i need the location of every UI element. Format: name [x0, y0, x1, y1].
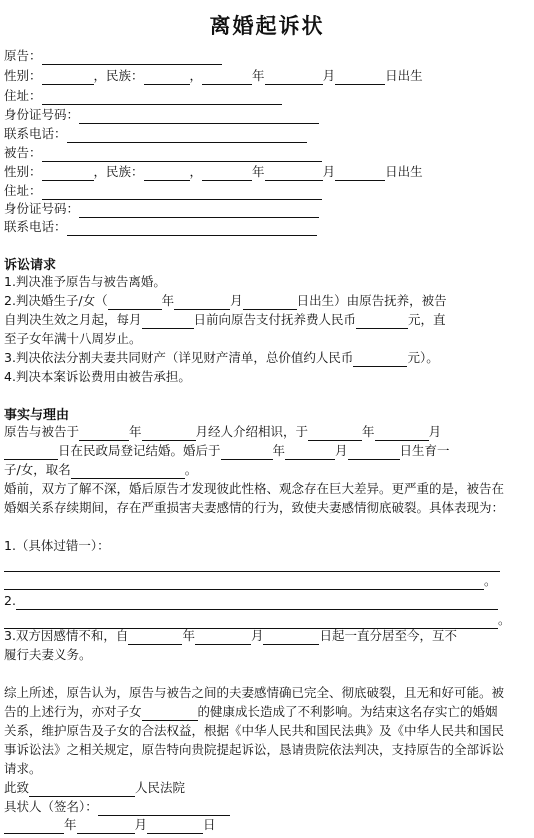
claim-2-text: 日前向原告支付抚养费人民币	[193, 312, 357, 327]
plaintiff-gender-label: 性别：	[4, 68, 42, 83]
claim-item-1: 1.判决准予原告与被告离婚。	[4, 274, 166, 289]
month-text: 月	[428, 424, 442, 439]
fault-2-row-1	[4, 592, 498, 610]
claim-item-2-line-2	[4, 311, 446, 329]
affected-child-blank[interactable]	[142, 706, 198, 721]
defendant-gender-row	[4, 163, 423, 181]
month-text: 月	[322, 164, 336, 179]
facts-paragraph-2: 婚前，双方了解不深，婚后原告才发现彼此性格、观念存在巨大差异。更严重的是，被告在婚姻关系存续期间，存在严重损害夫妻感情的行为，致使夫妻感情彻底破裂。具体表现为：	[4, 481, 505, 515]
plaintiff-name-row	[4, 47, 222, 65]
child-birth-day-blank[interactable]	[243, 295, 297, 310]
plaintiff-birth-year-blank[interactable]	[202, 70, 252, 85]
year-text: 年	[161, 293, 175, 308]
year-text: 年	[252, 68, 265, 83]
defendant-phone-row	[4, 218, 317, 236]
defendant-birth-year-blank[interactable]	[202, 166, 252, 181]
fault-item-3-line-2: 履行夫妻义务。	[4, 647, 92, 662]
claim-3-text: 3.判决依法分割夫妻共同财产（详见财产清单，总价值约人民币	[4, 350, 354, 365]
marriage-day-blank[interactable]	[4, 445, 58, 460]
addressee-row	[4, 779, 185, 797]
year-text: 年	[129, 424, 142, 439]
claim-2-text: 自判决生效之月起，每月	[4, 312, 142, 327]
period-text: 。	[484, 573, 497, 588]
birth-suffix-text: 日出生	[385, 68, 423, 83]
child-birth-month-blank[interactable]	[174, 295, 230, 310]
defendant-address-label: 住址：	[4, 183, 42, 198]
plaintiff-name-label: 原告：	[4, 48, 42, 63]
acquaint-month-blank[interactable]	[142, 426, 196, 441]
comma-text: ，	[189, 164, 203, 179]
fault-item-3-line-1	[4, 627, 457, 645]
plaintiff-gender-row	[4, 67, 423, 85]
child-year-blank[interactable]	[221, 445, 273, 460]
fault-item-2-label: 2.	[4, 593, 16, 608]
fault-1-blank-line-2[interactable]	[4, 575, 484, 590]
facts-line-1	[4, 423, 441, 441]
fault-item-1-label: 1.（具体过错一）：	[4, 538, 110, 553]
filing-day-blank[interactable]	[147, 819, 203, 834]
year-text: 年	[252, 164, 265, 179]
child-birth-year-blank[interactable]	[108, 295, 162, 310]
claim-item-2-line-3: 至子女年满十八周岁止。	[4, 331, 142, 346]
plaintiff-phone-row	[4, 125, 307, 143]
year-text: 年	[64, 817, 77, 832]
month-text: 月	[335, 443, 348, 458]
defendant-name-row	[4, 144, 322, 162]
marriage-year-blank[interactable]	[308, 426, 362, 441]
defendant-address-row	[4, 182, 322, 200]
defendant-id-label: 身份证号码：	[4, 201, 80, 216]
defendant-gender-blank[interactable]	[42, 166, 94, 181]
acquaint-year-blank[interactable]	[79, 426, 129, 441]
marriage-month-blank[interactable]	[375, 426, 429, 441]
facts-text: 日在民政局登记结婚。婚后于	[58, 443, 221, 458]
fault-1-row-2	[4, 572, 497, 590]
facts-text: 日生育一	[399, 443, 450, 458]
signer-label: 具状人（签名）：	[4, 799, 98, 814]
plaintiff-id-blank[interactable]	[79, 109, 319, 124]
payment-day-blank[interactable]	[142, 314, 194, 329]
facts-text: 3.双方因感情不和，自	[4, 628, 129, 643]
facts-text: 子/女，取名	[4, 462, 71, 477]
facts-line-3	[4, 461, 197, 479]
plaintiff-birth-day-blank[interactable]	[335, 70, 385, 85]
defendant-phone-blank[interactable]	[67, 221, 317, 236]
year-text: 年	[362, 424, 375, 439]
defendant-id-blank[interactable]	[79, 203, 319, 218]
month-text: 月	[250, 628, 264, 643]
plaintiff-birth-month-blank[interactable]	[265, 70, 323, 85]
conclusion-paragraph	[4, 683, 508, 778]
conclusion-text: 综上所述，原告认为，原告与被告之间的夫妻感情确已完全、彻底破裂，且无和好可能。被告的上述行为，亦对子女	[4, 685, 505, 719]
defendant-name-blank[interactable]	[42, 147, 322, 162]
claim-2-text: 日出生）由原告抚养，被告	[296, 293, 447, 308]
facts-text: 月经人介绍相识，于	[195, 424, 309, 439]
document-title: 离婚起诉状	[209, 13, 325, 38]
defendant-id-row	[4, 200, 319, 218]
signer-row	[4, 798, 230, 816]
year-text: 年	[272, 443, 286, 458]
plaintiff-phone-label: 联系电话：	[4, 126, 67, 141]
comma-text: ，	[189, 68, 203, 83]
child-month-blank[interactable]	[285, 445, 335, 460]
separation-day-blank[interactable]	[263, 630, 319, 645]
claims-heading: 诉讼请求	[4, 258, 57, 273]
claim-item-3	[4, 349, 439, 367]
facts-text: 。	[184, 462, 198, 477]
plaintiff-address-blank[interactable]	[42, 90, 282, 105]
claim-3-text: 元）。	[407, 350, 439, 365]
day-text: 日	[203, 817, 216, 832]
plaintiff-id-label: 身份证号码：	[4, 107, 80, 122]
facts-text: 原告与被告于	[4, 424, 80, 439]
plaintiff-ethnicity-blank[interactable]	[144, 70, 190, 85]
defendant-phone-label: 联系电话：	[4, 219, 67, 234]
facts-heading: 事实与理由	[4, 408, 70, 423]
facts-text: 日起一直分居至今，互不	[319, 628, 457, 643]
birth-suffix-text: 日出生	[385, 164, 423, 179]
separation-year-blank[interactable]	[128, 630, 182, 645]
signature-blank[interactable]	[98, 801, 230, 816]
plaintiff-address-row	[4, 87, 282, 105]
plaintiff-address-label: 住址：	[4, 88, 42, 103]
defendant-address-blank[interactable]	[42, 185, 322, 200]
defendant-gender-label: 性别：	[4, 164, 42, 179]
plaintiff-gender-blank[interactable]	[42, 70, 94, 85]
month-text: 月	[230, 293, 243, 308]
defendant-birth-month-blank[interactable]	[265, 166, 323, 181]
claim-2-text: 元，直	[408, 312, 446, 327]
fault-2-blank-line-1[interactable]	[16, 595, 498, 610]
claim-item-4: 4.判决本案诉讼费用由被告承担。	[4, 369, 191, 384]
month-text: 月	[322, 68, 336, 83]
defendant-ethnicity-label: ，民族：	[93, 164, 144, 179]
year-text: 年	[182, 628, 195, 643]
plaintiff-ethnicity-label: ，民族：	[93, 68, 144, 83]
court-suffix-text: 人民法院	[135, 780, 186, 795]
support-amount-blank[interactable]	[356, 314, 408, 329]
child-name-blank[interactable]	[71, 464, 185, 479]
separation-month-blank[interactable]	[195, 630, 251, 645]
filing-month-blank[interactable]	[77, 819, 135, 834]
property-value-blank[interactable]	[353, 352, 407, 367]
filing-year-blank[interactable]	[4, 819, 64, 834]
month-text: 月	[134, 817, 148, 832]
plaintiff-phone-blank[interactable]	[67, 128, 307, 143]
court-name-blank[interactable]	[29, 782, 135, 797]
conclusion-text: 的健康成长造成了不利影响。为结束这名存实亡的婚姻关系，维护原告及子女的合法权益，根据《中华人民共和国民法典》及《中华人民共和国民事诉讼法》之相关规定，原告特向贵院提起诉讼，恳请贵院依法判决，支持原告的全部诉讼请求。	[4, 704, 505, 776]
child-day-blank[interactable]	[348, 445, 400, 460]
plaintiff-id-row	[4, 106, 319, 124]
defendant-birth-day-blank[interactable]	[335, 166, 385, 181]
facts-line-2	[4, 442, 450, 460]
defendant-name-label: 被告：	[4, 145, 42, 160]
plaintiff-name-blank[interactable]	[42, 50, 222, 65]
filing-date-row	[4, 816, 216, 834]
period-text: 。	[498, 612, 511, 627]
claim-item-2-line-1	[4, 292, 447, 310]
defendant-ethnicity-blank[interactable]	[144, 166, 190, 181]
salutation-text: 此致	[4, 780, 30, 795]
claim-2-text: 2.判决婚生子/女（	[4, 293, 108, 308]
